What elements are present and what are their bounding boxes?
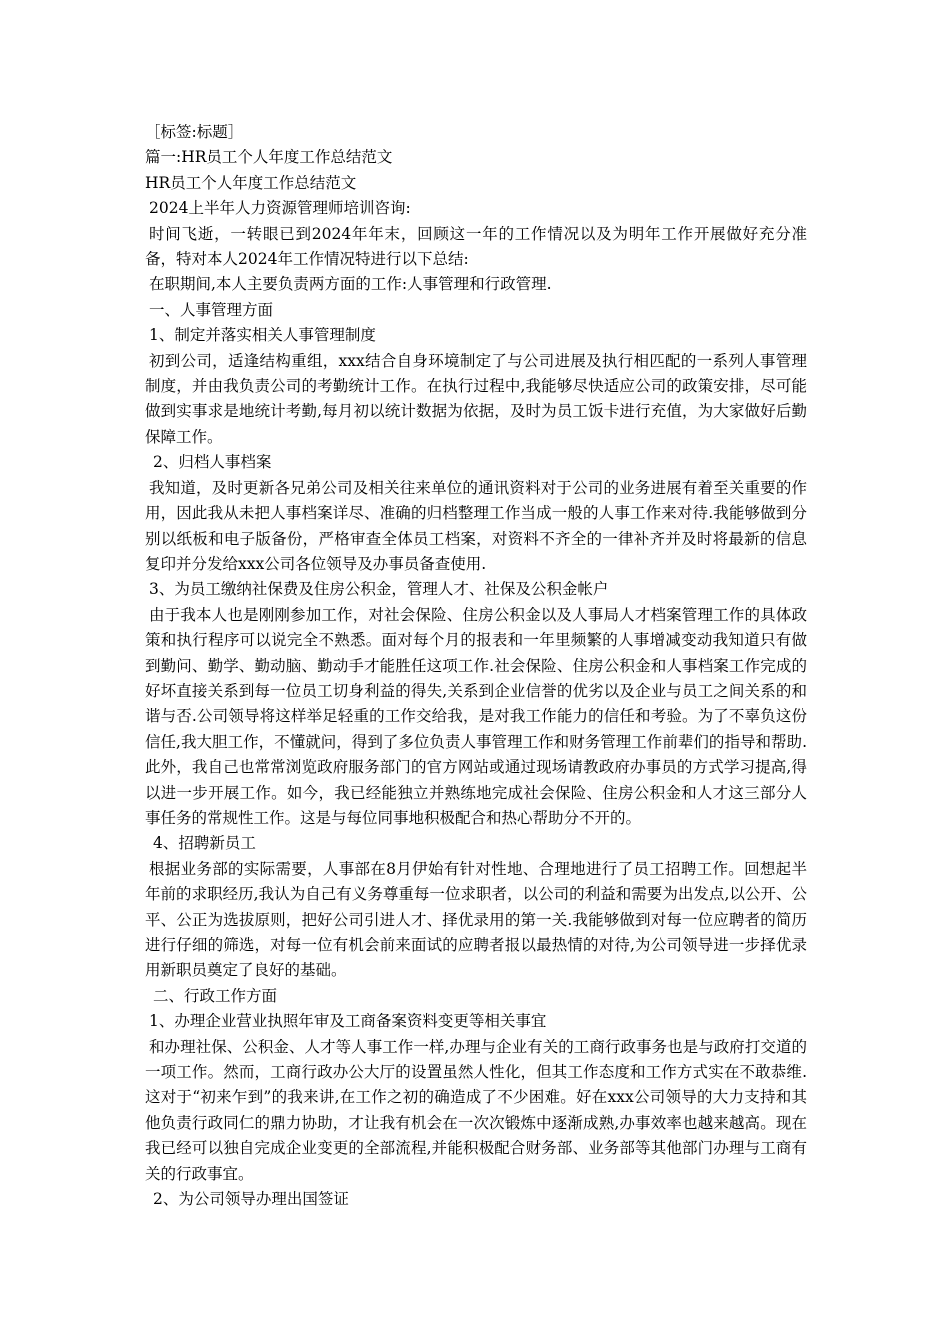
admin-subheading-2: 2、为公司领导办理出国签证 (153, 1190, 349, 1209)
duty-line: 在职期间,本人主要负责两方面的工作:人事管理和行政管理. (149, 275, 552, 294)
article-subtitle: HR员工个人年度工作总结范文 (145, 173, 357, 192)
label-tag: ［标签:标题］ (145, 123, 244, 141)
article-title: 篇一:HR员工个人年度工作总结范文 (145, 148, 393, 167)
admin-subheading-1: 1、办理企业营业执照年审及工商备案资料变更等相关事宜 (149, 1012, 547, 1031)
paragraph-4: 根据业务部的实际需要，人事部在8月伊始有针对性地、合理地进行了员工招聘工作。回想起半年前的求职经历,我认为自己有义务尊重每一位求职者，以公司的利益和需要为出发点,以公开、公平、公正为选拔原则，把好公司引进人才、择优录用的第一关.我能够做到对每一位应聘者的简历进行仔细的筛选，对每一位有机会前来面试的应聘者报以最热情的对待,为公司领导进一步择优录用新职员奠定了良好的基础。 (145, 859, 807, 980)
subheading-2: 2、归档人事档案 (153, 453, 272, 472)
intro-paragraph: 时间飞逝，一转眼已到2024年年末，回顾这一年的工作情况以及为明年工作开展做好充分准备，特对本人2024年工作情况特进行以下总结: (145, 224, 807, 269)
intro-line: 2024上半年人力资源管理师培训咨询: (149, 199, 411, 218)
subheading-3: 3、为员工缴纳社保费及住房公积金，管理人才、社保及公积金帐户 (149, 580, 609, 599)
paragraph-1: 初到公司，适逢结构重组，xxx结合自身环境制定了与公司进展及执行相匹配的一系列人事管理制度，并由我负责公司的考勤统计工作。在执行过程中,我能够尽快适应公司的政策安排，尽可能做到实事求是地统计考勤,每月初以统计数据为依据，及时为员工饭卡进行充值，为大家做好后勤保障工作。 (145, 351, 807, 446)
section-heading-admin: 二、行政工作方面 (153, 986, 278, 1005)
document-page (145, 120, 807, 1212)
admin-paragraph-1: 和办理社保、公积金、人才等人事工作一样,办理与企业有关的工商行政事务也是与政府打交道的一项工作。然而，工商行政办公大厅的设置虽然人性化，但其工作态度和工作方式实在不敢恭维.这对于“初来乍到”的我来讲,在工作之初的确造成了不少困难。好在xxx公司领导的大力支持和其他负责行政同仁的鼎力协助，才让我有机会在一次次锻炼中逐渐成熟,办事效率也越来越高。现在我已经可以独自完成企业变更的全部流程,并能积极配合财务部、业务部等其他部门办理与工商有关的行政事宜。 (145, 1037, 807, 1183)
subheading-1: 1、制定并落实相关人事管理制度 (149, 326, 376, 345)
paragraph-3: 由于我本人也是刚刚参加工作，对社会保险、住房公积金以及人事局人才档案管理工作的具体政策和执行程序可以说完全不熟悉。面对每个月的报表和一年里频繁的人事增减变动我知道只有做到勤问、勤学、勤动脑、勤动手才能胜任这项工作.社会保险、住房公积金和人事档案工作完成的好坏直接关系到每一位员工切身利益的得失,关系到企业信誉的优劣以及企业与员工之间关系的和谐与否.公司领导将这样举足轻重的工作交给我，是对我工作能力的信任和考验。为了不辜负这份信任,我大胆工作，不懂就问，得到了多位负责人事管理工作和财务管理工作前辈们的指导和帮助.此外，我自己也常常浏览政府服务部门的官方网站或通过现场请教政府办事员的方式学习提高,得以进一步开展工作。如今，我已经能独立并熟练地完成社会保险、住房公积金和人才这三部分人事任务的常规性工作。这是与每位同事地积极配合和热心帮助分不开的。 (145, 605, 807, 827)
section-heading-personnel: 一、人事管理方面 (149, 300, 274, 319)
paragraph-2: 我知道，及时更新各兄弟公司及相关往来单位的通讯资料对于公司的业务进展有着至关重要的作用，因此我从未把人事档案详尽、准确的归档整理工作当成一般的人事工作来对待.我能够做到分别以纸板和电子版备份，严格审查全体员工档案，对资料不齐全的一律补齐并及时将最新的信息复印并分发给xxx公司各位领导及办事员备查使用. (145, 478, 807, 573)
subheading-4: 4、招聘新员工 (153, 834, 256, 853)
